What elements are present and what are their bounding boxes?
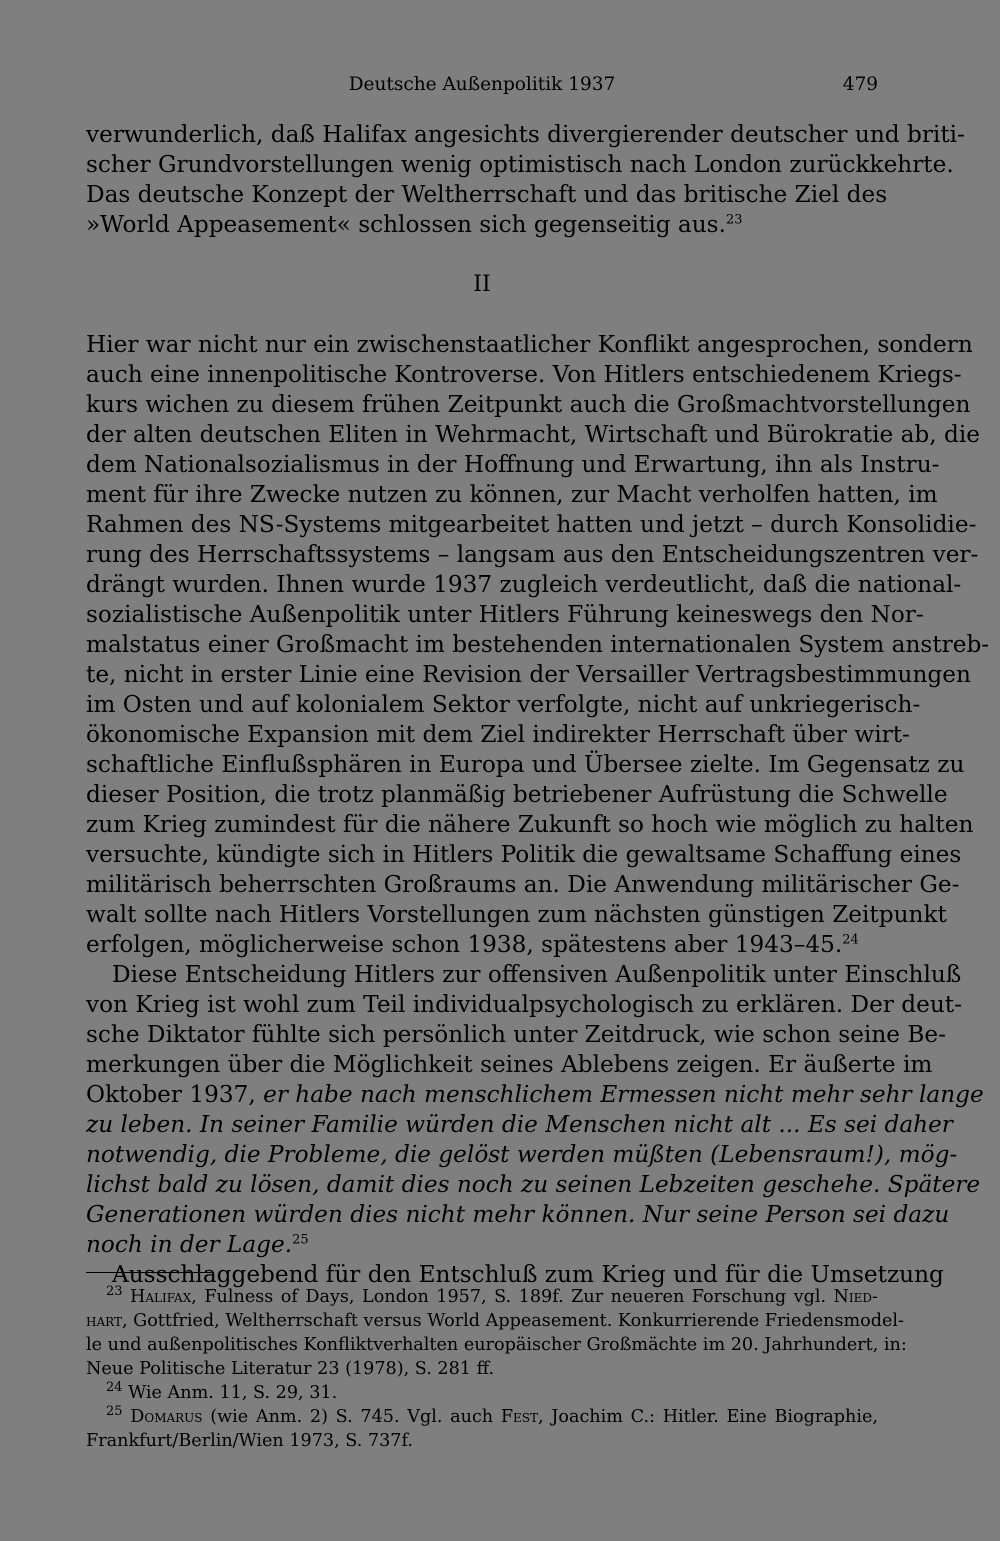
paragraph-2 [86, 330, 990, 960]
footnote-number: 23 [106, 1284, 123, 1300]
text-line: Hier war nicht nur ein zwischenstaatlicher Konflikt angesprochen, sondern [86, 331, 973, 358]
text-line: merkungen über die Möglichkeit seines Ablebens zeigen. Er äußerte im [86, 1051, 933, 1078]
text-line [86, 1110, 953, 1140]
main-text [86, 120, 990, 1290]
author-name: Nied- [833, 1287, 878, 1307]
quote-span: noch in der Lage. [86, 1231, 293, 1258]
text-span: Wie Anm. 11, S. 29, 31. [128, 1383, 338, 1403]
text-line: Diese Entscheidung Hitlers zur offensiven Außenpolitik unter Einschluß [112, 961, 962, 988]
author-name: Fest [500, 1407, 539, 1427]
text-line: malstatus einer Großmacht im bestehenden internationalen System anstreb- [86, 631, 990, 658]
text-span: erfolgen, möglicherweise schon 1938, spätestens aber 1943–45. [86, 931, 843, 958]
text-line: auch eine innenpolitische Kontroverse. Von Hitlers entschiedenem Kriegs- [86, 361, 962, 388]
text-line: kurs wichen zu diesem frühen Zeitpunkt auch die Großmachtvorstellungen [86, 391, 971, 418]
text-line [86, 1140, 958, 1170]
text-line: Rahmen des NS-Systems mitgearbeitet hatten und jetzt – durch Konsolidie- [86, 511, 977, 538]
author-name: Halifax [130, 1287, 192, 1307]
footnote-divider [86, 1272, 214, 1273]
text-line: ökonomische Expansion mit dem Ziel indirekter Herrschaft über wirt- [86, 721, 910, 748]
text-span: Oktober 1937, [86, 1081, 264, 1108]
text-line: im Osten und auf kolonialem Sektor verfolgte, nicht auf unkriegerisch- [86, 691, 921, 718]
author-name: hart [86, 1311, 122, 1331]
footnote-ref-24: 24 [842, 932, 859, 948]
section-heading: II [473, 272, 491, 297]
text-span: , Gottfried, Weltherrschaft versus World Appeasement. Konkurrierende Friedensmodel- [121, 1311, 904, 1331]
footnote-line: le und außenpolitisches Konfliktverhalten europäischer Großmächte im 20. Jahrhundert, in: [86, 1335, 907, 1355]
footnote-24 [86, 1381, 878, 1405]
footnote-25 [86, 1405, 878, 1453]
quote-span: Generationen würden dies nicht mehr können. Nur seine Person sei dazu [86, 1201, 950, 1228]
text-span: , Joachim C.: Hitler. Eine Biographie, [538, 1407, 878, 1427]
text-line: militärisch beherrschten Großraums an. Die Anwendung militärischer Ge- [86, 871, 960, 898]
page-number: 479 [842, 74, 878, 95]
text-line: ment für ihre Zwecke nutzen zu können, zur Macht verholfen hatten, im [86, 481, 938, 508]
footnotes [86, 1284, 907, 1453]
text-line: walt sollte nach Hitlers Vorstellungen zum nächsten günstigen Zeitpunkt [86, 901, 947, 928]
footnote-ref-23: 23 [725, 212, 743, 228]
text-line: versuchte, kündigte sich in Hitlers Politik die gewaltsame Schaffung eines [86, 841, 962, 868]
text-span: , Fulness of Days, London 1957, S. 189f. Zur neueren Forschung vgl. [191, 1287, 834, 1307]
quote-span: zu leben. In seiner Familie würden die Menschen nicht alt ... Es sei daher [86, 1111, 953, 1138]
text-line [86, 1200, 950, 1230]
footnote-line: Neue Politische Literatur 23 (1978), S. 281 ff. [86, 1359, 495, 1379]
text-line [86, 930, 878, 960]
text-line: verwunderlich, daß Halifax angesichts divergierender deutscher und briti- [86, 121, 965, 148]
text-line: sche Diktator fühlte sich persönlich unter Zeitdruck, wie schon seine Be- [86, 1021, 946, 1048]
text-line: zum Krieg zumindest für die nähere Zukunft so hoch wie möglich zu halten [86, 811, 974, 838]
running-header [86, 74, 878, 102]
text-line: Ausschlaggebend für den Entschluß zum Krieg und für die Umsetzung [112, 1261, 944, 1288]
text-span: (wie Anm. 2) S. 745. Vgl. auch [202, 1407, 501, 1427]
text-line [86, 1080, 984, 1110]
footnote-line [86, 1285, 878, 1309]
text-line: rung des Herrschaftssystems – langsam aus den Entscheidungszentren ver- [86, 541, 979, 568]
text-span: »World Appeasement« schlossen sich gegenseitig aus. [86, 211, 726, 238]
quote-span: er habe nach menschlichem Ermessen nicht mehr sehr lange [263, 1081, 984, 1108]
text-line: sozialistische Außenpolitik unter Hitlers Führung keineswegs den Nor- [86, 601, 924, 628]
text-line: scher Grundvorstellungen wenig optimistisch nach London zurückkehrte. [86, 151, 954, 178]
paragraph-3 [86, 960, 984, 1260]
running-title: Deutsche Außenpolitik 1937 [348, 74, 616, 95]
text-line [86, 1230, 878, 1260]
paragraph-1 [86, 120, 965, 240]
footnote-number: 24 [106, 1380, 123, 1396]
footnote-23 [86, 1284, 907, 1381]
text-line: der alten deutschen Eliten in Wehrmacht, Wirtschaft und Bürokratie ab, die [86, 421, 980, 448]
footnote-line [86, 1309, 904, 1333]
text-line: dieser Position, die trotz planmäßig betriebener Aufrüstung die Schwelle [86, 781, 948, 808]
text-line: schaftliche Einflußsphären in Europa und Übersee zielte. Im Gegensatz zu [86, 751, 965, 778]
text-line [86, 210, 878, 240]
text-line: Das deutsche Konzept der Weltherrschaft und das britische Ziel des [86, 181, 888, 208]
text-line: von Krieg ist wohl zum Teil individualpsychologisch zu erklären. Der deut- [86, 991, 962, 1018]
text-line: te, nicht in erster Linie eine Revision der Versailler Vertragsbestimmungen [86, 661, 971, 688]
footnote-number: 25 [106, 1404, 123, 1420]
footnote-line [86, 1381, 878, 1405]
quote-span: lichst bald zu lösen, damit dies noch zu seinen Lebzeiten geschehe. Spätere [86, 1171, 981, 1198]
text-line [86, 1170, 981, 1200]
footnote-line: Frankfurt/Berlin/Wien 1973, S. 737f. [86, 1431, 413, 1451]
author-name: Domarus [130, 1407, 203, 1427]
text-line: dem Nationalsozialismus in der Hoffnung und Erwartung, ihn als Instru- [86, 451, 940, 478]
footnote-ref-25: 25 [292, 1232, 309, 1248]
text-line: drängt wurden. Ihnen wurde 1937 zugleich verdeutlicht, daß die national- [86, 571, 962, 598]
footnote-line [86, 1405, 878, 1429]
quote-span: notwendig, die Probleme, die gelöst werden müßten (Lebensraum!), mög- [86, 1141, 958, 1168]
